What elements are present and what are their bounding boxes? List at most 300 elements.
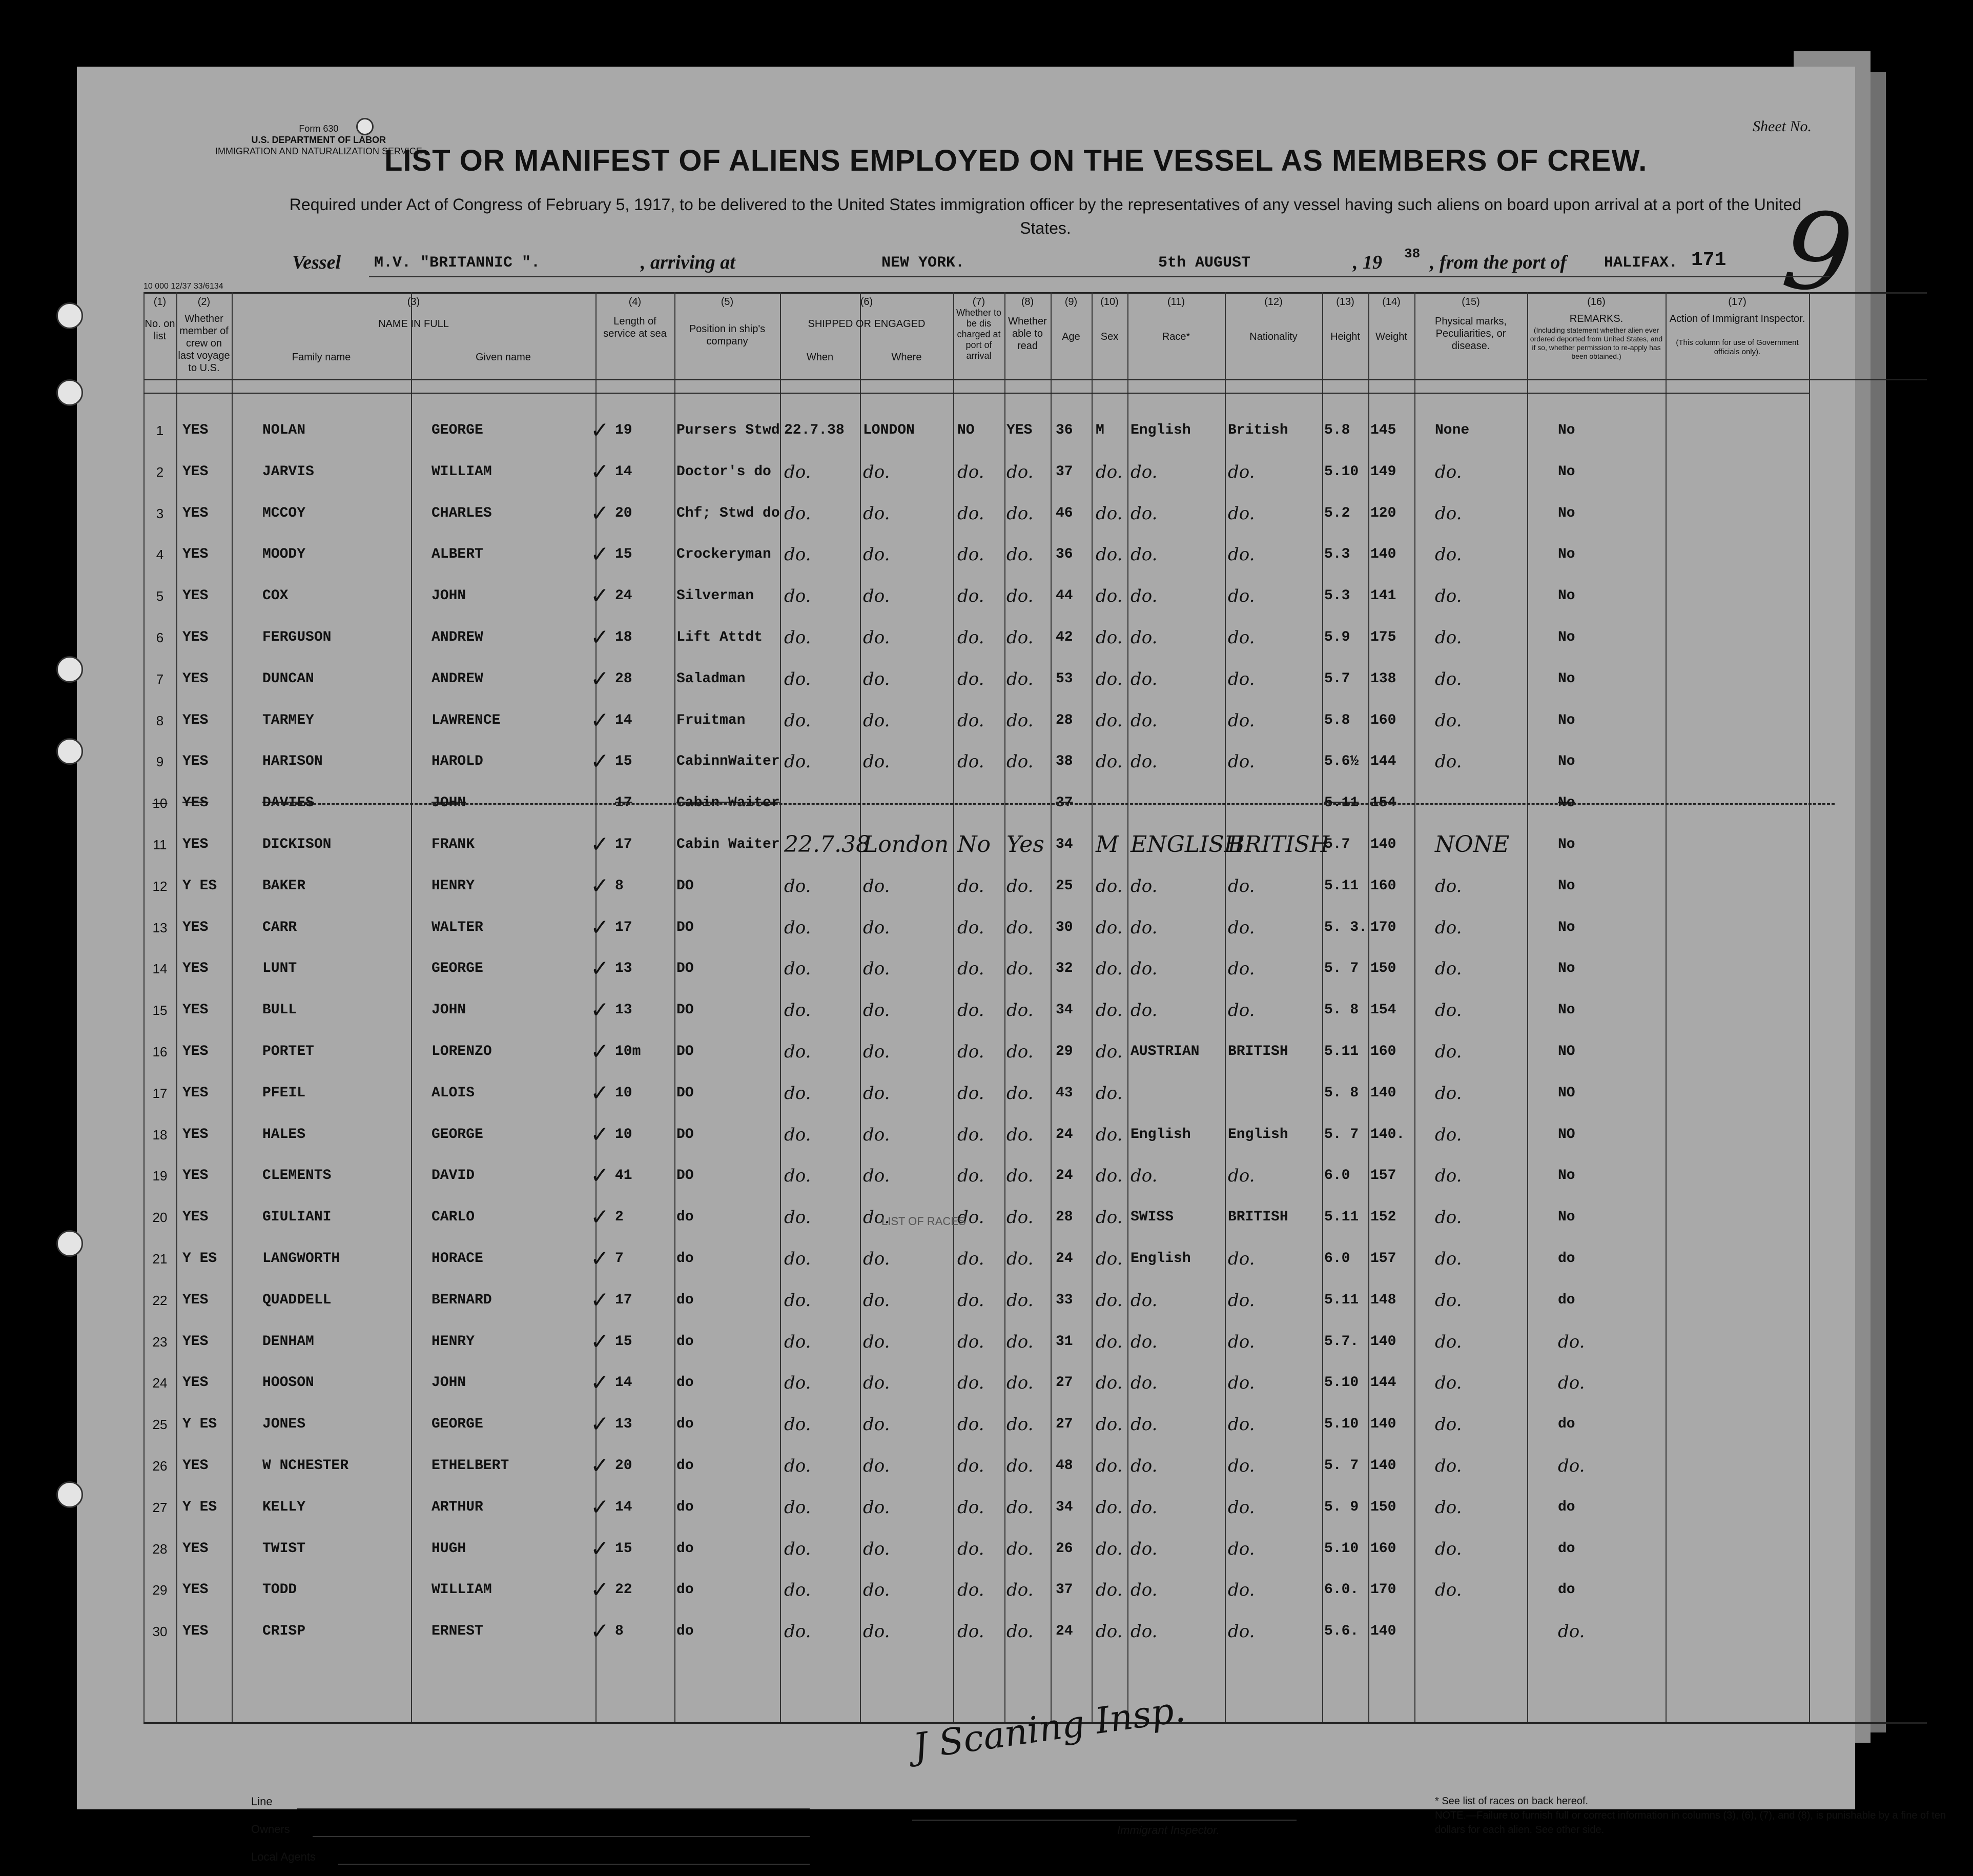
- cell-remarks: NO: [1558, 1085, 1575, 1101]
- col-num: (17): [1728, 296, 1746, 308]
- cell-sex: do.: [1096, 875, 1123, 896]
- cell-family: LUNT: [262, 961, 297, 977]
- cell-read: do.: [1006, 586, 1034, 607]
- cell-marks: None: [1435, 422, 1470, 438]
- cell-no: 28: [152, 1541, 168, 1557]
- cell-read: do.: [1006, 1042, 1034, 1062]
- table-row: [143, 741, 1927, 782]
- col-action: Action of Immigrant Inspector.: [1669, 313, 1805, 324]
- cell-height: 5.6½: [1324, 753, 1359, 770]
- from-label: , from the port of: [1430, 252, 1567, 273]
- cell-weight: 154: [1370, 1002, 1396, 1018]
- cell-nat: BRITISH: [1228, 1044, 1288, 1059]
- cell-when: do.: [784, 586, 811, 607]
- check-mark-icon: ✓: [590, 1287, 609, 1313]
- col-num: (5): [721, 296, 734, 308]
- check-mark-icon: ✓: [590, 997, 609, 1024]
- cell-member: YES: [182, 1209, 209, 1226]
- cell-remarks: No: [1558, 546, 1575, 563]
- cell-where: do.: [863, 1497, 890, 1518]
- cell-given: FRANK: [431, 837, 475, 852]
- check-mark-icon: ✓: [590, 1121, 609, 1148]
- cell-given: GEORGE: [431, 422, 483, 438]
- col-position: Position in ship's company: [689, 323, 766, 347]
- col-remarks-note: (Including statement whether alien ever ordered deported from United States, and if so, whether permission to re-apply has been obtained.): [1530, 326, 1663, 360]
- cell-age: 37: [1056, 463, 1073, 480]
- cell-nat: English: [1228, 1126, 1288, 1143]
- cell-marks: do.: [1435, 1538, 1462, 1559]
- col-num: (4): [628, 296, 642, 308]
- cell-disch: do.: [957, 1000, 984, 1021]
- col-given-name: Given name: [476, 352, 531, 363]
- cell-remarks: No: [1558, 422, 1575, 438]
- cell-height: 5.3: [1324, 588, 1350, 604]
- sheet-number: 9: [1777, 186, 1859, 319]
- cell-disch: do.: [957, 1497, 984, 1518]
- cell-when: do.: [784, 1166, 811, 1187]
- cell-nat: do.: [1228, 710, 1255, 731]
- cell-weight: 149: [1370, 463, 1396, 480]
- cell-marks: [1435, 1611, 1527, 1652]
- cell-disch: do.: [957, 503, 984, 524]
- cell-weight: 160: [1370, 1044, 1396, 1059]
- cell-disch: do.: [957, 959, 984, 980]
- cell-age: 34: [1056, 1002, 1073, 1018]
- cell-remarks: No: [1558, 753, 1575, 770]
- col-age: Age: [1062, 331, 1080, 342]
- header-double-rule: [143, 393, 1809, 394]
- cell-position: Fruitman: [676, 712, 746, 728]
- check-mark-icon: ✓: [590, 831, 609, 858]
- cell-weight: 157: [1370, 1251, 1396, 1267]
- cell-member: YES: [182, 1333, 209, 1350]
- cell-read: do.: [1006, 1621, 1034, 1642]
- cell-member: YES: [182, 505, 209, 521]
- cell-no: 4: [156, 547, 164, 563]
- cell-family: CARR: [262, 919, 297, 935]
- cell-nat: do.: [1228, 461, 1255, 482]
- cell-height: 5.7: [1324, 670, 1350, 687]
- table-row: [143, 1611, 1927, 1652]
- cell-service: 13: [615, 1002, 632, 1018]
- cell-read: do.: [1006, 1000, 1034, 1021]
- cell-when: do.: [784, 1124, 811, 1145]
- cell-sex: do.: [1096, 586, 1123, 607]
- cell-height: 6.0: [1324, 1251, 1350, 1267]
- cell-race: do.: [1131, 627, 1158, 648]
- table-row: [143, 948, 1927, 989]
- cell-given: WILLIAM: [431, 1582, 492, 1598]
- cell-disch: do.: [957, 544, 984, 565]
- cell-weight: 120: [1370, 505, 1396, 521]
- cell-where: do.: [863, 710, 890, 731]
- cell-member: Y ES: [182, 1251, 217, 1267]
- cell-no: 29: [152, 1582, 168, 1598]
- col-remarks: REMARKS.: [1569, 313, 1623, 324]
- cell-disch: do.: [957, 1207, 984, 1228]
- col-family-name: Family name: [292, 352, 351, 363]
- cell-given: GEORGE: [431, 1126, 483, 1143]
- check-mark-icon: ✓: [590, 1577, 609, 1603]
- cell-race: do.: [1131, 1621, 1158, 1642]
- cell-no: 10: [152, 796, 168, 811]
- cell-race: English: [1131, 1251, 1191, 1267]
- cell-where: do.: [863, 1373, 890, 1394]
- cell-when: do.: [784, 1580, 811, 1601]
- cell-given: ANDREW: [431, 629, 483, 645]
- table-row: [143, 824, 1927, 865]
- cell-member: YES: [182, 670, 209, 687]
- cell-weight: 140: [1370, 837, 1396, 852]
- cell-age: 25: [1056, 878, 1073, 894]
- cell-sex: do.: [1096, 751, 1123, 772]
- cell-family: JONES: [262, 1416, 306, 1433]
- cell-age: 48: [1056, 1458, 1073, 1474]
- cell-family: MCCOY: [262, 505, 306, 521]
- cell-read: do.: [1006, 1166, 1034, 1187]
- cell-weight: 175: [1370, 629, 1396, 645]
- table-row: [143, 410, 1927, 451]
- cell-when: do.: [784, 1414, 811, 1435]
- cell-nat: do.: [1228, 959, 1255, 980]
- cell-disch: do.: [957, 627, 984, 648]
- cell-position: do: [676, 1582, 694, 1598]
- cell-read: do.: [1006, 544, 1034, 565]
- table-row: [143, 866, 1927, 907]
- cell-nat: do.: [1228, 1456, 1255, 1476]
- cell-sex: do.: [1096, 1249, 1123, 1269]
- cell-when: do.: [784, 1207, 811, 1228]
- cell-given: ETHELBERT: [431, 1458, 509, 1474]
- table-row: [143, 783, 1927, 824]
- cell-read: do.: [1006, 710, 1034, 731]
- cell-height: 5.11: [1324, 1209, 1359, 1226]
- cell-position: do: [676, 1251, 694, 1267]
- cell-read: do.: [1006, 959, 1034, 980]
- cell-when: do.: [784, 1083, 811, 1104]
- cell-member: YES: [182, 1002, 209, 1018]
- cell-service: 15: [615, 753, 632, 770]
- cell-race: do.: [1131, 461, 1158, 482]
- cell-no: 13: [152, 920, 168, 935]
- col-when: When: [806, 352, 834, 363]
- cell-race: do.: [1131, 710, 1158, 731]
- cell-age: 27: [1056, 1375, 1073, 1391]
- cell-race: do.: [1131, 668, 1158, 689]
- cell-when: do.: [784, 875, 811, 896]
- cell-service: 24: [615, 588, 632, 604]
- cell-sex: do.: [1096, 1331, 1123, 1352]
- cell-where: do.: [863, 1083, 890, 1104]
- cell-disch: do.: [957, 461, 984, 482]
- cell-remarks: do: [1558, 1540, 1575, 1557]
- cell-when: do.: [784, 627, 811, 648]
- check-mark-icon: ✓: [590, 665, 609, 692]
- cell-member: YES: [182, 1168, 209, 1184]
- cell-height: 5. 8: [1324, 1085, 1359, 1101]
- table-row: [143, 1031, 1927, 1072]
- cell-position: DO: [676, 878, 694, 894]
- cell-marks: do.: [1435, 1497, 1462, 1518]
- cell-race: do.: [1131, 544, 1158, 565]
- cell-age: 24: [1056, 1126, 1073, 1143]
- cell-sex: do.: [1096, 1497, 1123, 1518]
- col-race: Race*: [1162, 331, 1190, 342]
- cell-marks: do.: [1435, 544, 1462, 565]
- cell-height: 5.8: [1324, 712, 1350, 728]
- cell-remarks: NO: [1558, 1126, 1575, 1143]
- cell-where: do.: [863, 917, 890, 938]
- vessel-label: Vessel: [292, 252, 341, 273]
- cell-when: do.: [784, 1373, 811, 1394]
- cell-family: KELLY: [262, 1499, 306, 1515]
- cell-service: 15: [615, 546, 632, 563]
- col-num: (8): [1021, 296, 1034, 308]
- footnotes: [1435, 1794, 1973, 1837]
- cell-no: 22: [152, 1292, 168, 1308]
- cell-race: do.: [1131, 959, 1158, 980]
- cell-member: YES: [182, 919, 209, 935]
- cell-no: 23: [152, 1334, 168, 1350]
- cell-read: do.: [1006, 1538, 1034, 1559]
- cell-weight: 140.: [1370, 1126, 1405, 1143]
- cell-disch: do.: [957, 586, 984, 607]
- cell-member: YES: [182, 837, 209, 852]
- cell-race: do.: [1131, 1414, 1158, 1435]
- cell-height: 5. 7: [1324, 1458, 1359, 1474]
- cell-family: PORTET: [262, 1044, 314, 1059]
- col-num: (15): [1462, 296, 1480, 308]
- cell-nat: do.: [1228, 1621, 1255, 1642]
- cell-family: DAVIES: [262, 795, 314, 811]
- col-whether-member: Whether member of crew on last voyage to U.S.: [178, 313, 230, 374]
- cell-position: do: [676, 1416, 694, 1433]
- cell-age: 29: [1056, 1044, 1073, 1059]
- cell-where: do.: [863, 1042, 890, 1062]
- cell-remarks: do: [1558, 1416, 1575, 1433]
- cell-marks: do.: [1435, 875, 1462, 896]
- cell-service: 14: [615, 1375, 632, 1391]
- cell-no: 12: [152, 878, 168, 894]
- cell-race: do.: [1131, 751, 1158, 772]
- cell-member: YES: [182, 795, 209, 811]
- cell-service: 17: [615, 919, 632, 935]
- cell-read: do.: [1006, 503, 1034, 524]
- cell-member: YES: [182, 546, 209, 563]
- cell-marks: do.: [1435, 1414, 1462, 1435]
- check-mark-icon: ✓: [590, 1079, 609, 1106]
- cell-read: do.: [1006, 1497, 1034, 1518]
- col-num: (10): [1100, 296, 1119, 308]
- cell-position: do: [676, 1499, 694, 1515]
- cell-where: do.: [863, 627, 890, 648]
- cell-disch: do.: [957, 875, 984, 896]
- cell-sex: do.: [1096, 461, 1123, 482]
- cell-nat: BRITISH: [1228, 1209, 1288, 1226]
- cell-service: 20: [615, 505, 632, 521]
- table-row: [143, 1321, 1927, 1362]
- cell-race: do.: [1131, 1331, 1158, 1352]
- cell-read: do.: [1006, 1373, 1034, 1394]
- table-row: [143, 659, 1927, 700]
- cell-read: YES: [1006, 422, 1033, 438]
- cell-no: 17: [152, 1085, 168, 1101]
- table-row: [143, 452, 1927, 493]
- cell-read: do.: [1006, 1456, 1034, 1476]
- cell-weight: 140: [1370, 1623, 1396, 1640]
- cell-given: JOHN: [431, 1375, 466, 1391]
- vessel-line: [292, 246, 1830, 280]
- cell-nat: do.: [1228, 1414, 1255, 1435]
- cell-weight: 150: [1370, 1499, 1396, 1515]
- binder-hole: [56, 1481, 83, 1508]
- cell-family: PFEIL: [262, 1085, 306, 1101]
- cell-given: GEORGE: [431, 961, 483, 977]
- cell-race: do.: [1131, 1373, 1158, 1394]
- cell-disch: do.: [957, 1290, 984, 1311]
- cell-member: YES: [182, 1375, 209, 1391]
- check-mark-icon: ✓: [590, 707, 609, 733]
- inspector-signature: J Scaning Insp.: [910, 1688, 1188, 1768]
- cell-where: do.: [863, 1207, 890, 1228]
- cell-member: Y ES: [182, 878, 217, 894]
- cell-age: 43: [1056, 1085, 1073, 1101]
- cell-where: do.: [863, 1166, 890, 1187]
- table-row: [143, 1404, 1927, 1445]
- cell-no: 25: [152, 1417, 168, 1433]
- cell-marks: do.: [1435, 586, 1462, 607]
- check-mark-icon: ✓: [590, 955, 609, 982]
- cell-given: CHARLES: [431, 505, 492, 521]
- cell-sex: do.: [1096, 1538, 1123, 1559]
- cell-race: English: [1131, 1126, 1191, 1143]
- cell-marks: do.: [1435, 1290, 1462, 1311]
- cell-remarks: do.: [1558, 1373, 1585, 1394]
- cell-remarks: No: [1558, 1209, 1575, 1226]
- cell-member: YES: [182, 753, 209, 770]
- cell-remarks: do: [1558, 1582, 1575, 1598]
- cell-position: Cabin Waiter: [676, 837, 780, 852]
- col-num: (11): [1167, 296, 1185, 308]
- local-agents-label: Local Agents: [251, 1850, 316, 1863]
- cell-remarks: No: [1558, 1168, 1575, 1184]
- col-num: (9): [1064, 296, 1078, 308]
- cell-family: CRISP: [262, 1623, 306, 1640]
- cell-age: 26: [1056, 1540, 1073, 1557]
- table-row: [143, 1238, 1927, 1279]
- cell-remarks: No: [1558, 629, 1575, 645]
- cell-no: 11: [153, 837, 167, 852]
- cell-weight: 140: [1370, 546, 1396, 563]
- cell-nat: do.: [1228, 1249, 1255, 1269]
- cell-no: 26: [152, 1458, 168, 1474]
- cell-no: 2: [156, 464, 164, 480]
- cell-disch: do.: [957, 1042, 984, 1062]
- cell-age: 44: [1056, 588, 1073, 604]
- cell-service: 10: [615, 1085, 632, 1101]
- cell-remarks: No: [1558, 588, 1575, 604]
- cell-service: 13: [615, 1416, 632, 1433]
- check-mark-icon: ✓: [590, 417, 609, 443]
- check-mark-icon: ✓: [590, 1453, 609, 1479]
- check-mark-icon: ✓: [590, 872, 609, 899]
- col-num: (1): [153, 296, 167, 308]
- cell-where: do.: [863, 1249, 890, 1269]
- cell-no: 21: [152, 1251, 168, 1267]
- strike-through-line: [272, 803, 1835, 805]
- cell-where: do.: [863, 751, 890, 772]
- cell-no: 1: [156, 423, 164, 438]
- cell-position: DO: [676, 1126, 694, 1143]
- cell-weight: 170: [1370, 1582, 1396, 1598]
- cell-disch: do.: [957, 751, 984, 772]
- cell-member: YES: [182, 1126, 209, 1143]
- cell-sex: do.: [1096, 1373, 1123, 1394]
- cell-nat: do.: [1228, 751, 1255, 772]
- cell-position: DO: [676, 1002, 694, 1018]
- cell-given: LAWRENCE: [431, 712, 501, 728]
- cell-weight: 150: [1370, 961, 1396, 977]
- cell-nat: do.: [1228, 1331, 1255, 1352]
- cell-nat: do.: [1228, 1580, 1255, 1601]
- check-mark-icon: ✓: [590, 583, 609, 609]
- cell-height: 5. 7: [1324, 1126, 1359, 1143]
- cell-no: 16: [152, 1044, 168, 1059]
- cell-given: LORENZO: [431, 1044, 492, 1059]
- cell-given: WILLIAM: [431, 463, 492, 480]
- cell-no: 20: [152, 1210, 168, 1226]
- cell-age: 34: [1056, 837, 1073, 852]
- cell-service: 19: [615, 422, 632, 438]
- cell-family: TARMEY: [262, 712, 314, 728]
- table-row: [143, 907, 1927, 948]
- cell-position: do: [676, 1375, 694, 1391]
- cell-race: do.: [1131, 1538, 1158, 1559]
- cell-when: do.: [784, 461, 811, 482]
- arrival-date: 5th AUGUST: [1158, 254, 1251, 272]
- cell-no: 6: [156, 630, 164, 645]
- table-row: [143, 1569, 1927, 1610]
- cell-weight: 140: [1370, 1333, 1396, 1350]
- cell-sex: do.: [1096, 1580, 1123, 1601]
- cell-marks: do.: [1435, 1207, 1462, 1228]
- cell-read: do.: [1006, 1414, 1034, 1435]
- vessel-underline: [369, 276, 1830, 277]
- col-num: (16): [1587, 296, 1606, 308]
- cell-remarks: No: [1558, 463, 1575, 480]
- cell-weight: 141: [1370, 588, 1396, 604]
- cell-position: Saladman: [676, 670, 746, 687]
- cell-disch: do.: [957, 1331, 984, 1352]
- cell-marks: NONE: [1435, 831, 1510, 858]
- col-num: (3): [407, 296, 420, 308]
- cell-where: do.: [863, 503, 890, 524]
- cell-marks: do.: [1435, 1083, 1462, 1104]
- cell-family: DICKISON: [262, 837, 332, 852]
- cell-position: Pursers Stwd: [676, 422, 780, 438]
- check-mark-icon: ✓: [590, 541, 609, 568]
- cell-marks: do.: [1435, 1249, 1462, 1269]
- col-num: (2): [197, 296, 211, 308]
- cell-disch: do.: [957, 668, 984, 689]
- cell-read: do.: [1006, 1290, 1034, 1311]
- cell-age: 46: [1056, 505, 1073, 521]
- cell-given: JOHN: [431, 588, 466, 604]
- col-weight: Weight: [1375, 331, 1407, 342]
- cell-when: do.: [784, 1538, 811, 1559]
- cell-age: 24: [1056, 1168, 1073, 1184]
- cell-marks: do.: [1435, 917, 1462, 938]
